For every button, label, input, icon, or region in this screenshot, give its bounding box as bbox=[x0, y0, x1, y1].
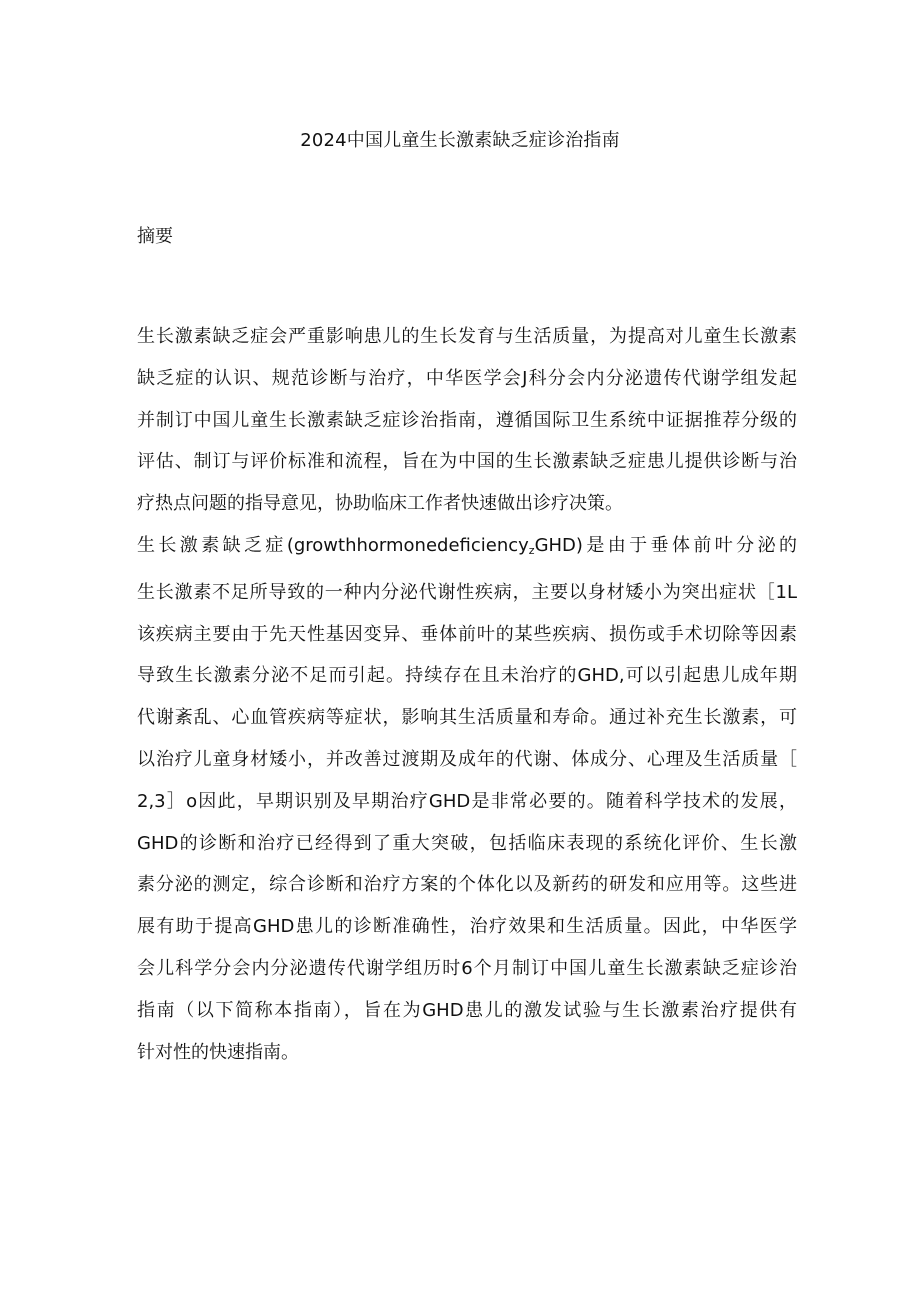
text-line: 素分泌的测定，综合诊断和治疗方案的个体化以及新药的研发和应用等。这些进 bbox=[137, 874, 797, 896]
text-line: 疗热点问题的指导意见，协助临床工作者快速做出诊疗决策。 bbox=[137, 493, 623, 515]
document-title: 2024中国儿童生长激素缺乏症诊治指南 bbox=[300, 130, 620, 151]
abstract-body bbox=[137, 316, 797, 1073]
text-line: 导致生长激素分泌不足而引起。持续存在且未治疗的GHD,可以引起患儿成年期 bbox=[137, 665, 797, 687]
paragraph-2 bbox=[137, 525, 797, 1073]
text-line: 评估、制订与评价标准和流程，旨在为中国的生长激素缺乏症患儿提供诊断与治 bbox=[137, 451, 797, 473]
text-segment: GHD)是由于垂体前叶分泌的 bbox=[534, 534, 797, 556]
text-line: 该疾病主要由于先天性基因变异、垂体前叶的某些疾病、损伤或手术切除等因素 bbox=[137, 623, 797, 645]
text-line: 针对性的快速指南。 bbox=[137, 1041, 299, 1063]
text-segment: 生长激素缺乏症(growthhormonedeficiency bbox=[137, 534, 529, 556]
text-line: 并制订中国儿童生长激素缺乏症诊治指南，遵循国际卫生系统中证据推荐分级的 bbox=[137, 409, 797, 431]
text-line: 以治疗儿童身材矮小，并改善过渡期及成年的代谢、体成分、心理及生活质量［ bbox=[137, 748, 797, 770]
text-line: 代谢紊乱、心血管疾病等症状，影响其生活质量和寿命。通过补充生长激素，可 bbox=[137, 707, 797, 729]
subscript-char: z bbox=[528, 543, 535, 557]
text-line: 缺乏症的认识、规范诊断与治疗，中华医学会J科分会内分泌遗传代谢学组发起 bbox=[137, 367, 797, 389]
text-line: GHD的诊断和治疗已经得到了重大突破，包括临床表现的系统化评价、生长激 bbox=[137, 832, 797, 854]
text-line: 会儿科学分会内分泌遗传代谢学组历时6个月制订中国儿童生长激素缺乏症诊治 bbox=[137, 957, 797, 979]
text-line: 生长激素不足所导致的一种内分泌代谢性疾病，主要以身材矮小为突出症状［1L bbox=[137, 581, 797, 603]
text-line: 生长激素缺乏症会严重影响患儿的生长发育与生活质量，为提高对儿童生长激素 bbox=[137, 326, 797, 347]
abstract-heading: 摘要 bbox=[137, 226, 173, 247]
text-line-first bbox=[137, 525, 797, 572]
text-line: 2,3］o因此，早期识别及早期治疗GHD是非常必要的。随着科学技术的发展， bbox=[137, 790, 797, 812]
paragraph-1 bbox=[137, 316, 797, 525]
text-line: 指南（以下简称本指南），旨在为GHD患儿的激发试验与生长激素治疗提供有 bbox=[137, 999, 797, 1021]
text-line: 展有助于提高GHD患儿的诊断准确性，治疗效果和生活质量。因此，中华医学 bbox=[137, 916, 797, 938]
